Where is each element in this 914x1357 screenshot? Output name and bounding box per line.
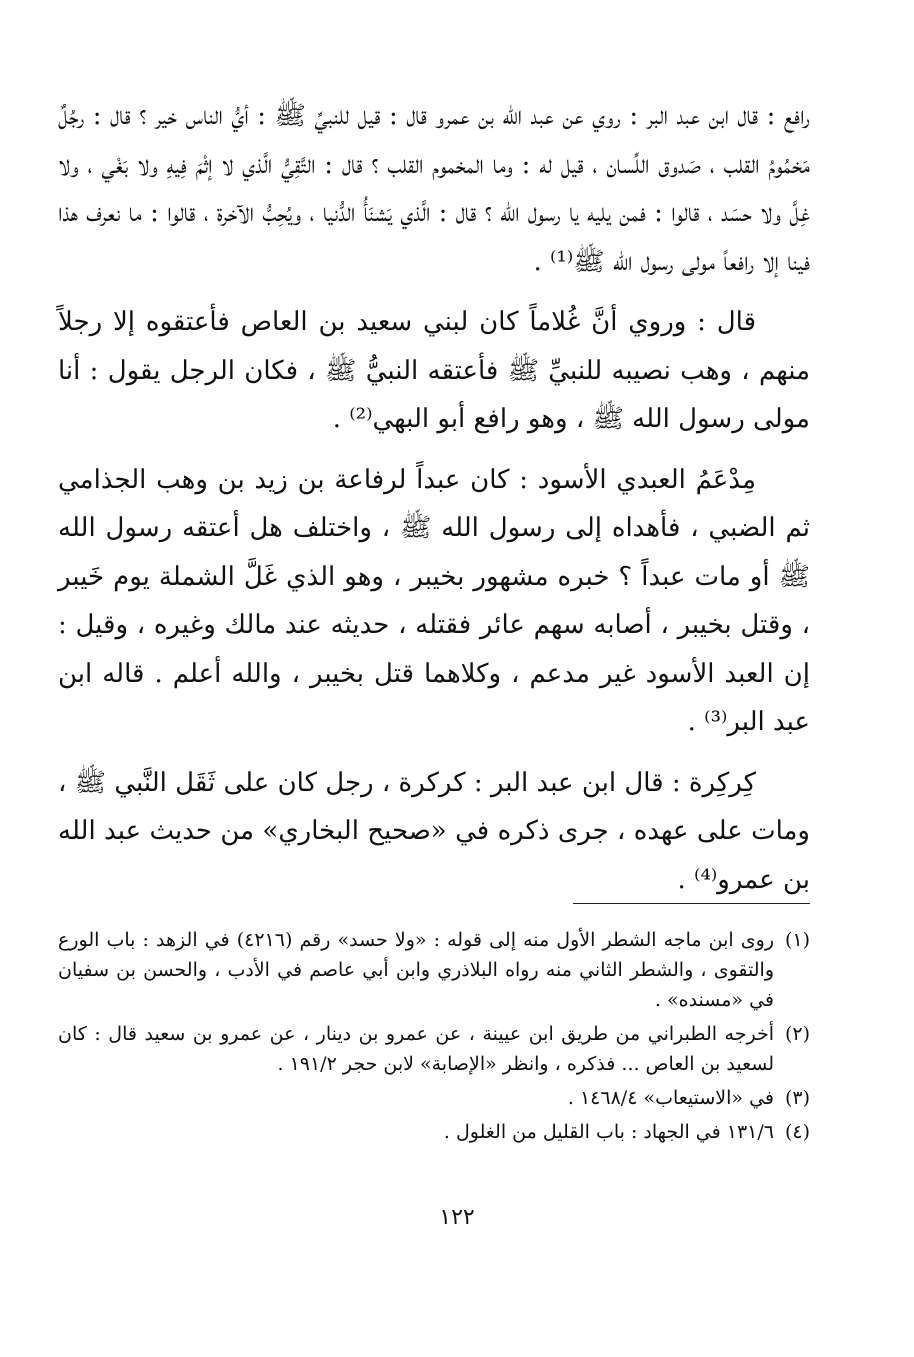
footnote-4 (58, 1117, 810, 1147)
footnote-number: (١) (784, 929, 810, 951)
footnote-3 (58, 1083, 810, 1113)
footnote-text: أخرجه الطبراني من طريق ابن عيينة ، عن عمرو بن دينار ، عن عمرو بن سعيد قال : كان لسعيد بن العاص ... فذكره ، وانظر «الإصابة» لابن حجر ١٩١/٢ . (58, 1023, 774, 1075)
paragraph-rafi-continued: قال : وروي أنَّ غُلاماً كان لبني سعيد بن العاص فأعتقوه إلا رجلاً منهم ، وهب نصيبه للنبيِّ ﷺ فأعتقه النبيُّ ﷺ ، فكان الرجل يقول : أنا مولى رسول الله ﷺ ، وهو رافع أبو البهي⁽²⁾ . (58, 307, 810, 434)
paragraph-midam: مِدْعَمُ العبدي الأسود : كان عبداً لرفاعة بن زيد بن وهب الجذامي ثم الضبي ، فأهداه إلى رسول الله ﷺ ، واختلف هل أعتقه رسول الله ﷺ أو مات عبداً ؟ خبره مشهور بخيبر ، وهو الذي غَلَّ الشملة يوم خَيبر ، وقتل بخيبر ، أصابه سهم عائر فقتله ، حديثه عند مالك وغيره ، وقيل : إن العبد الأسود غير مدعم ، وكلاهما قتل بخيبر ، والله أعلم . قاله ابن عبد البر⁽³⁾ . (58, 464, 810, 737)
footnote-number: (٤) (784, 1121, 810, 1143)
footnote-number: (٢) (784, 1023, 810, 1045)
paragraph-karkara: كِركِرة : قال ابن عبد البر : كركرة ، رجل كان على ثَقَل النَّبي ﷺ ، ومات على عهده ، جرى ذكره في «صحيح البخاري» من حديث عبد الله بن عمرو⁽⁴⁾ . (58, 767, 810, 895)
page-number: ١٢٢ (439, 1205, 475, 1230)
footnote-1 (58, 925, 810, 1015)
footnote-number: (٣) (784, 1087, 810, 1109)
footnote-text: في «الاستيعاب» ١٤٦٨/٤ . (567, 1087, 774, 1109)
paragraph-rafi: رافع : قال ابن عبد البر : روي عن عبد الله بن عمرو قال : قيل للنبيِّ ﷺ : أيُّ الناس خير ؟ قال : رجُلٌ مَخمُومُ القلب ، صَدوق اللِّسان ، قيل له : وما المخموم القلب ؟ قال : التَّقِيُّ الَّذي لا إثْمَ فِيهِ ولا بَغْي ، ولا غِلَّ ولا حسَد ، قالوا : فمن يليه يا رسول الله ؟ قال : الَّذي يَشنَأُ الدُّنيا ، ويُحِبُّ الآخرة ، قالوا : ما نعرف هذا فينا إلا رافعاً مولى رسول الله ﷺ⁽¹⁾ . (58, 101, 811, 277)
footnotes (58, 925, 810, 1151)
footnote-text: روى ابن ماجه الشطر الأول منه إلى قوله : «ولا حسد» رقم (٤٢١٦) في الزهد : باب الورع والتقوى ، والشطر الثاني منه رواه البلاذري وابن أبي عاصم في الأدب ، والحسن بن سفيان في «مسنده» . (58, 929, 775, 1011)
footnote-text: ١٣١/٦ في الجهاد : باب القليل من الغلول . (443, 1121, 774, 1143)
main-text (58, 92, 810, 904)
footnote-divider (573, 903, 810, 904)
footnote-2 (58, 1019, 810, 1079)
